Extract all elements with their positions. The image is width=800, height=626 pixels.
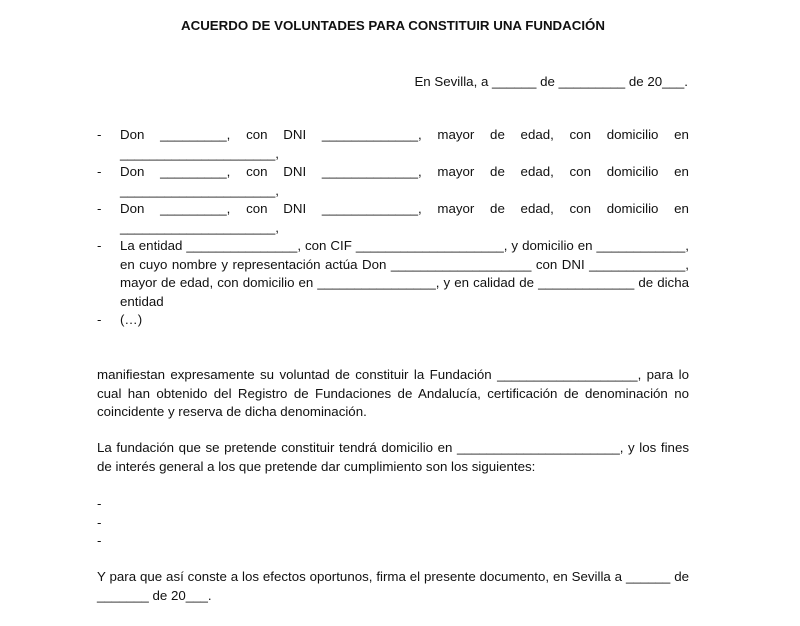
person-word: edad, xyxy=(520,127,554,142)
list-bullet: - xyxy=(97,164,102,179)
person-line-2: _____________________, xyxy=(120,182,279,198)
list-bullet: - xyxy=(97,201,102,216)
person-word: domicilio xyxy=(606,201,659,216)
fin-item: - xyxy=(97,514,102,530)
list-bullet: - xyxy=(97,238,102,253)
person-word: domicilio xyxy=(606,164,659,179)
person-word: de xyxy=(490,127,505,142)
person-word: mayor xyxy=(437,127,475,142)
list-bullet: - xyxy=(97,127,102,142)
fin-item: - xyxy=(97,533,102,548)
person-word: Don xyxy=(120,164,145,179)
list-bullet: - xyxy=(97,312,102,327)
place-date-line: En Sevilla, a ______ de _________ de 20___. xyxy=(414,74,688,89)
person-word: Don xyxy=(120,127,145,142)
person-word: _________, xyxy=(160,164,231,179)
person-word: Don xyxy=(120,201,145,216)
domicile-paragraph: La fundación que se pretende constituir tendrá domicilio en ______________________, y los fines de interés general a los que pretende dar cumplimiento son los siguientes: xyxy=(97,440,689,474)
person-word: mayor xyxy=(437,201,475,216)
ellipsis-item xyxy=(97,311,689,330)
person-word: con xyxy=(246,201,268,216)
person-line-1 xyxy=(120,163,689,182)
person-word: de xyxy=(490,164,505,179)
fin-item: - xyxy=(97,496,102,511)
ellipsis-text: (…) xyxy=(120,312,143,327)
person-word: edad, xyxy=(520,201,554,216)
person-word: en xyxy=(674,127,689,142)
person-word: con xyxy=(569,127,591,142)
person-word: con xyxy=(246,164,268,179)
person-line-1 xyxy=(120,126,689,145)
person-word: con xyxy=(246,127,268,142)
person-item xyxy=(97,126,689,163)
person-line-2: _____________________, xyxy=(120,219,279,235)
fines-list xyxy=(97,495,297,551)
person-word: _____________, xyxy=(321,201,422,216)
person-word: DNI xyxy=(283,201,307,216)
person-word: mayor xyxy=(437,164,475,179)
document-title: ACUERDO DE VOLUNTADES PARA CONSTITUIR UNA FUNDACIÓN xyxy=(180,18,606,33)
person-word: en xyxy=(674,201,689,216)
person-word: _____________, xyxy=(321,127,422,142)
closing-paragraph: Y para que así conste a los efectos oportunos, firma el presente documento, en Sevilla a ______ de _______ de 20___. xyxy=(97,569,689,603)
person-word: _____________, xyxy=(321,164,422,179)
entity-text: La entidad _______________, con CIF ____________________, y domicilio en ____________, en cuyo nombre y representación actúa Don ___________________ con DNI _____________, mayor de edad, con domicilio en ________________, y en calidad de _____________ de dicha entidad xyxy=(120,238,689,309)
manifest-paragraph: manifiestan expresamente su voluntad de constituir la Fundación ___________________, para lo cual han obtenido del Registro de Fundaciones de Andalucía, certificación de denominación no coincidente y reserva de dicha denominación. xyxy=(97,367,689,419)
person-word: _________, xyxy=(160,127,231,142)
person-line-2: _____________________, xyxy=(120,145,279,161)
person-word: con xyxy=(569,201,591,216)
person-item xyxy=(97,200,689,237)
person-word: con xyxy=(569,164,591,179)
person-word: DNI xyxy=(283,164,307,179)
person-line-1 xyxy=(120,200,689,219)
entity-item xyxy=(97,237,689,311)
person-word: DNI xyxy=(283,127,307,142)
person-word: edad, xyxy=(520,164,554,179)
person-word: de xyxy=(490,201,505,216)
persons-list xyxy=(97,126,689,330)
person-item xyxy=(97,163,689,200)
person-word: domicilio xyxy=(606,127,659,142)
person-word: _________, xyxy=(160,201,231,216)
person-word: en xyxy=(674,164,689,179)
